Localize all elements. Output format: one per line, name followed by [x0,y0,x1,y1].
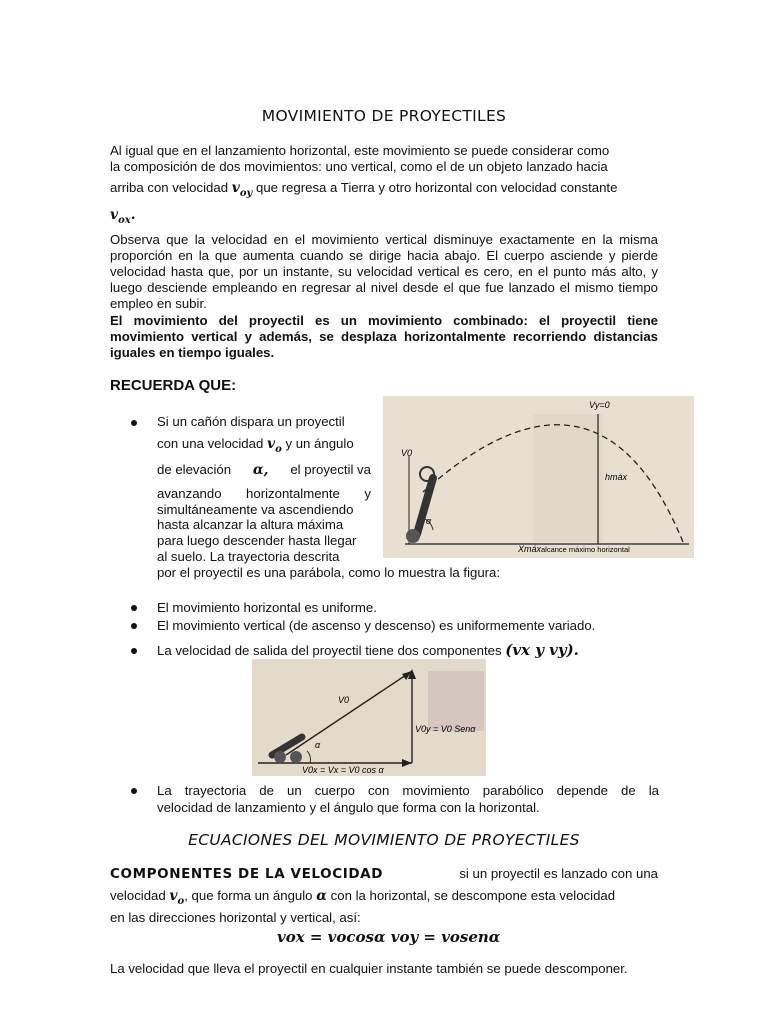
intro-text: que regresa a Tierra y otro horizontal con velocidad constante [256,180,618,195]
intro-text: arriba con velocidad [110,180,229,195]
velocity-formula: vox = vocosα voy = vosenα [277,928,501,946]
page-title: MOVIMIENTO DE PROYECTILES [261,107,507,125]
final-paragraph: La velocidad que lleva el proyectil en cualquier instante también se puede descomponer. [110,961,628,976]
bullet1-line-2: con una velocidad $v_o$ y un ángulo [157,436,354,455]
fig2-alpha-label: α [315,740,321,750]
bullet-dot [131,420,137,426]
componentes-heading: COMPONENTES DE LA VELOCIDAD [110,866,383,882]
velocity-components-figure [252,659,486,776]
equations-heading: ECUACIONES DEL MOVIMIENTO DE PROYECTILES [188,831,580,849]
trajectory-figure [383,396,694,558]
bullet5-line-2: velocidad de lanzamiento y el ángulo que forma con la horizontal. [157,800,540,815]
bullet1-line-3: de elevación α, el proyectil va [157,462,371,478]
alpha-label: α [426,516,432,526]
bullet1-line-6: hasta alcanzar la altura máxima [157,517,344,532]
alcance-label: alcance máximo horizontal [541,545,630,554]
intro-line-2: la composición de dos movimientos: uno vertical, como el de un objeto lanzado hacia [110,159,608,174]
components-symbol: (vx y vy). [505,641,579,659]
componentes-line-3: en las direcciones horizontal y vertical, así: [110,910,361,925]
bullet1-line-7: para luego descender hasta llegar [157,533,357,548]
vy0-label: Vy=0 [589,400,610,410]
intro-line-3 [110,180,658,202]
bullet-dot [131,788,137,794]
bullet1-line-1: Si un cañón dispara un proyectil [157,414,345,429]
bullet-dot [131,605,137,611]
vo-symbol: $v_o$ [266,436,282,455]
bullet1-line-5: simultáneamente va ascendiendo [157,502,354,517]
componentes-line-2: velocidad $v_o$, que forma un ángulo α con la horizontal, se descompone esta velocidad [110,888,616,907]
intro-line-4 [110,207,658,229]
v0-label: V0 [401,448,413,458]
alpha-symbol: α [316,888,327,904]
xmax-label: Xmáx [518,544,542,554]
observa-paragraph: Observa que la velocidad en el movimiento vertical disminuye exactamente en la misma proporción en la que aumenta cuando se dirige hacia abajo. El cuerpo asciende y pierde velocidad hasta que, por un instante, su velocidad vertical es cero, en el punto más alto, y luego desciende empleando en regresar al nivel desde el que fue lanzado el mismo tiempo empleo en subir. [110,232,658,311]
vox-symbol: $v_{ox}$. [110,207,136,226]
bullet1-line-4: avanzando horizontalmente y [157,486,371,501]
hmax-label: hmáx [605,472,628,482]
bullet-dot [131,648,137,654]
velocity-components-diagram [252,659,486,776]
fig2-voy-label: V0y = V0 Senα [415,724,476,734]
combined-movement-paragraph: El movimiento del proyectil es un movimiento combinado: el proyectil tiene movimiento vertical y además, se desplaza horizontalmente recorriendo distancias iguales en tiempo iguales. [110,313,658,360]
componentes-line-1: COMPONENTES DE LA VELOCIDAD si un proyectil es lanzado con una [110,866,658,882]
alpha-symbol: α, [252,462,269,478]
recuerda-heading: RECUERDA QUE: [110,377,237,394]
voy-symbol: $v_{oy}$ [231,180,253,199]
bullet4-text: La velocidad de salida del proyectil tiene dos componentes (vx y vy). [157,641,579,659]
intro-line-1: Al igual que en el lanzamiento horizontal, este movimiento se puede considerar como [110,143,610,158]
bullet1-line-9: por el proyectil es una parábola, como lo muestra la figura: [157,565,501,580]
bullet2-text: El movimiento horizontal es uniforme. [157,600,377,615]
bullet3-text: El movimiento vertical (de ascenso y descenso) es uniformemente variado. [157,618,596,633]
trajectory-diagram [383,396,694,558]
bullet1-line-8: al suelo. La trayectoria descrita [157,549,340,564]
fig2-vox-label: V0x = Vx = V0 cos α [302,765,384,775]
vo-symbol: $v_o$ [169,888,185,907]
bullet-dot [131,623,137,629]
bullet5-line-1: La trayectoria de un cuerpo con movimiento parabólico depende de la [157,783,659,798]
fig2-v0-label: V0 [338,695,350,705]
